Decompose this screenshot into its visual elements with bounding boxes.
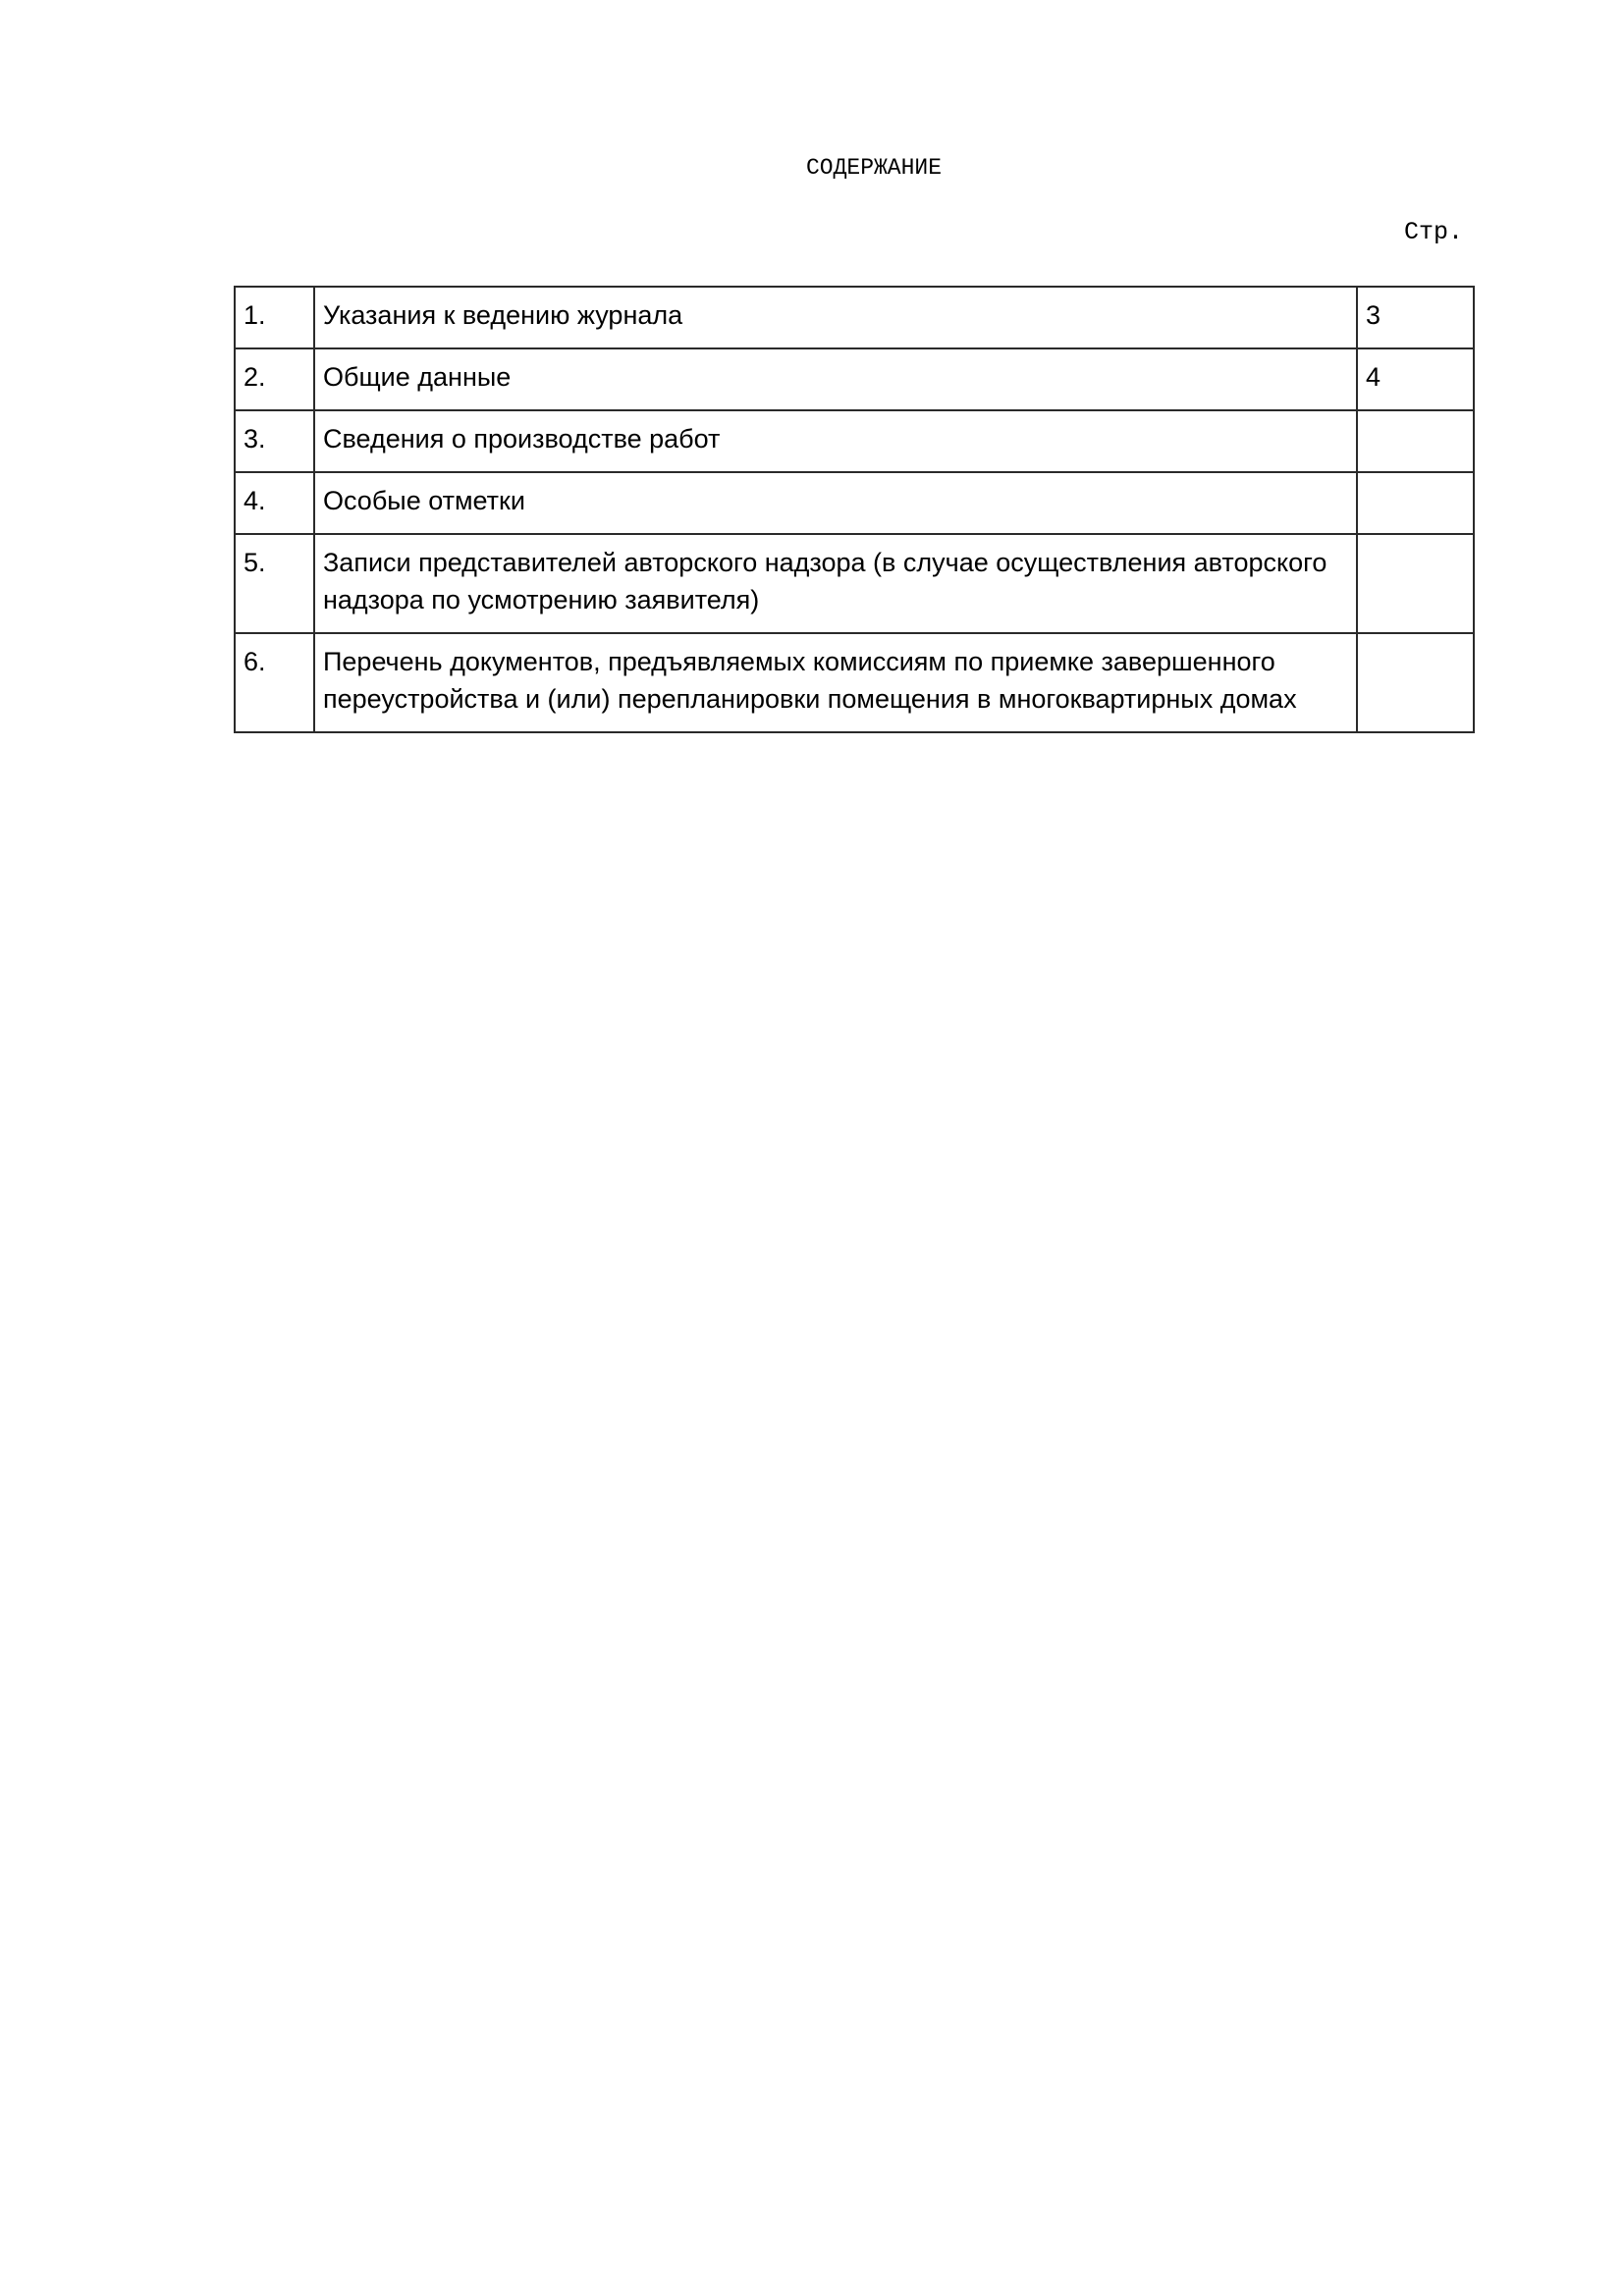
row-number: 2. — [235, 348, 314, 410]
row-page: 4 — [1357, 348, 1474, 410]
row-page — [1357, 472, 1474, 534]
page-title: СОДЕРЖАНИЕ — [805, 155, 943, 181]
table-row — [235, 534, 1474, 633]
row-title: Общие данные — [314, 348, 1357, 410]
row-number: 3. — [235, 410, 314, 472]
row-title: Указания к ведению журнала — [314, 287, 1357, 348]
row-number: 4. — [235, 472, 314, 534]
contents-table — [234, 286, 1475, 733]
row-number: 6. — [235, 633, 314, 732]
row-number: 1. — [235, 287, 314, 348]
row-page — [1357, 410, 1474, 472]
table-row — [235, 287, 1474, 348]
row-title: Перечень документов, предъявляемых комиссиям по приемке завершенного переустройства и (или) перепланировки помещения в многоквартирных домах — [314, 633, 1357, 732]
row-number: 5. — [235, 534, 314, 633]
page-column-label: Стр. — [1403, 218, 1463, 246]
table-row — [235, 472, 1474, 534]
table-row — [235, 410, 1474, 472]
row-page — [1357, 633, 1474, 732]
table-row — [235, 633, 1474, 732]
row-title: Записи представителей авторского надзора (в случае осуществления авторского надзора по усмотрению заявителя) — [314, 534, 1357, 633]
row-title: Сведения о производстве работ — [314, 410, 1357, 472]
row-title: Особые отметки — [314, 472, 1357, 534]
row-page — [1357, 534, 1474, 633]
table-row — [235, 348, 1474, 410]
row-page: 3 — [1357, 287, 1474, 348]
